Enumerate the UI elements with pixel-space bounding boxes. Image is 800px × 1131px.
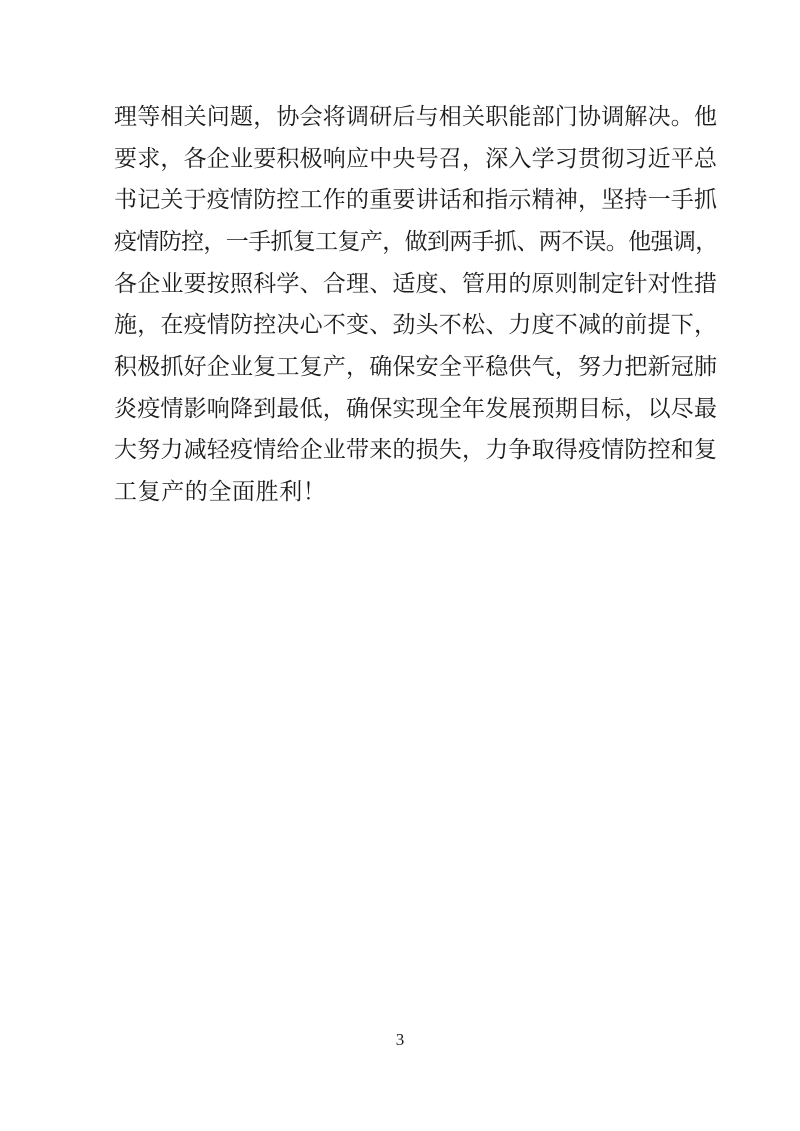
text-line: 施，在疫情防控决心不变、劲头不松、力度不减的前提下， [114,312,718,338]
text-line: 大努力减轻疫情给企业带来的损失，力争取得疫情防控和复 [114,437,718,463]
text-line: 书记关于疫情防控工作的重要讲话和指示精神，坚持一手抓 [114,187,718,213]
text-line: 要求，各企业要积极响应中央号召，深入学习贯彻习近平总 [114,145,718,171]
page-number: 3 [395,1030,405,1049]
text-line: 积极抓好企业复工复产，确保安全平稳供气，努力把新冠肺 [114,353,718,379]
text-line: 工复产的全面胜利！ [114,478,327,504]
text-line: 各企业要按照科学、合理、适度、管用的原则制定针对性措 [114,270,718,296]
text-line: 理等相关问题，协会将调研后与相关职能部门协调解决。他 [114,104,718,129]
body-text-block [114,96,717,513]
text-line: 炎疫情影响降到最低，确保实现全年发展预期目标，以尽最 [114,395,718,421]
text-line: 疫情防控，一手抓复工复产，做到两手抓、两不误。他强调， [114,228,717,254]
